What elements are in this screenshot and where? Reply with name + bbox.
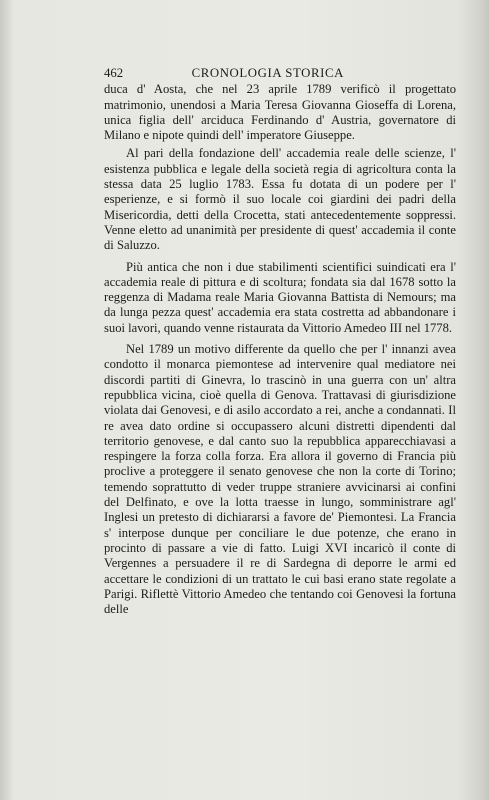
paragraph-3: Più antica che non i due stabilimenti scientifici suindicati era l' accademia reale di pittura e di scoltura; fondata sia dal 1678 sotto la reggenza di Madama reale Maria Giovanna Battista di Nemours; ma da lunga pezza quest' accademia era stata costretta ad abbandonare i suoi lavori, quando venne ristaurata da Vittorio Amedeo III nel 1778. (104, 259, 456, 335)
book-page (104, 66, 456, 617)
paragraph-4: Nel 1789 un motivo differente da quello che per l' innanzi avea condotto il monarca piemontese ad intervenire qual mediatore nei discordi partiti di Ginevra, lo trascinò in una guerra con un' altra repubblica vicina, cioè quella di Genova. Trattavasi di giurisdizione violata dai Genovesi, e di asilo accordato a rei, anche a condannati. Il re avea dato ordine si occupassero alcuni distretti dipendenti dal territorio genovese, e dal canto suo la repubblica apparecchiavasi a respingere la forza colla forza. Era allora il governo di Francia più proclive a proteggere il senato genovese che non la corte di Torino; temendo soprattutto di veder truppe straniere avvicinarsi ai confini del Delfinato, e ove la lotta traesse in lungo, somministrare agl' Inglesi un pretesto di dichiararsi a favore de' Piemontesi. La Francia s' interpose dunque per conciliare le due potenze, che erano in procinto di passare a vie di fatto. Luigi XVI incaricò il conte di Vergennes a persuadere il re di Sardegna di deporre le armi ed accettare le condizioni di un trattato le cui basi erano state regolate a Parigi. Riflettè Vittorio Amedeo che tentando coi Genovesi la fortuna delle (104, 342, 456, 617)
paragraph-2: Al pari della fondazione dell' accademia reale delle scienze, l' esistenza pubblica e legale della società regia di agricoltura conta la stessa data 25 luglio 1783. Essa fu dotata di un podere per l' esperienze, e si formò il suo locale coi giardini dei padri della Misericordia, detti della Crocetta, stati antecedentemente soppressi. Venne eletto ad unanimità per presidente di quest' accademia il conte di Saluzzo. (104, 146, 456, 253)
running-head (104, 66, 404, 81)
running-title: CRONOLOGIA STORICA (191, 66, 344, 80)
page-number: 462 (104, 66, 124, 80)
paragraph-1: duca d' Aosta, che nel 23 aprile 1789 verificò il progettato matrimonio, unendosi a Maria Teresa Giovanna Gioseffa di Lorena, unica figlia dell' arciduca Ferdinando d' Austria, governatore di Milano e nipote quindi dell' imperatore Giuseppe. (104, 82, 456, 143)
page-fold-shadow (459, 0, 489, 800)
